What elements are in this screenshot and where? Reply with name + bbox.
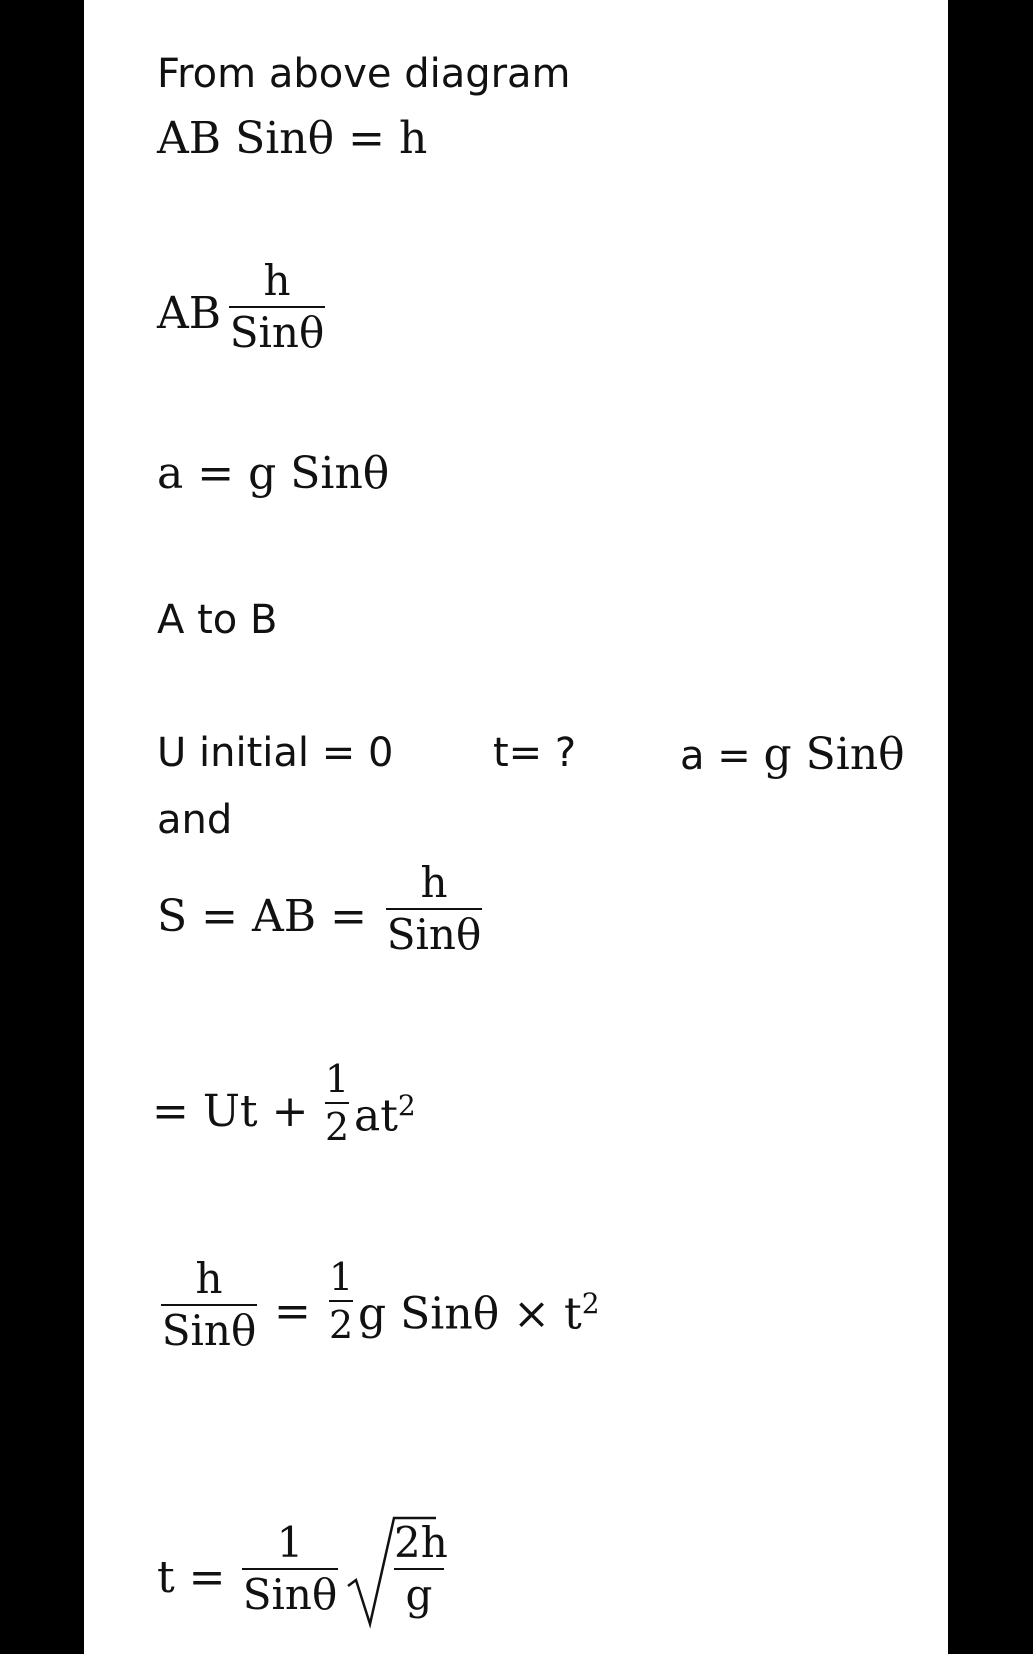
fraction-numerator: 2h [394, 1518, 448, 1567]
fraction-bar [329, 1300, 353, 1302]
fraction-one-over-sin [242, 1518, 338, 1619]
given-and: and [157, 797, 233, 843]
given-acceleration-value: g Sinθ [763, 729, 905, 780]
intro-text: From above diagram [157, 51, 571, 97]
equation-equals: = [274, 1286, 311, 1337]
equation-force-exponent: 2 [581, 1287, 600, 1320]
given-time: t= ? [493, 730, 577, 776]
equation-kinematic-exponent: 2 [397, 1089, 416, 1122]
given-initial-velocity: U initial = 0 [157, 730, 394, 776]
fraction-numerator: 1 [276, 1518, 304, 1567]
given-acceleration [680, 729, 905, 780]
fraction-one-half [325, 1057, 350, 1149]
equation-time-lhs: t = [157, 1552, 226, 1603]
fraction-denominator: g [405, 1570, 433, 1619]
document-page [84, 0, 948, 1654]
fraction-numerator: h [263, 256, 291, 305]
fraction-numerator: h [420, 858, 448, 907]
fraction-2h-over-g [394, 1518, 448, 1619]
fraction-denominator: Sinθ [242, 1570, 338, 1619]
equation-s-ab: S = AB = [157, 891, 367, 942]
equation-kinematic-lhs: = Ut + [152, 1086, 309, 1137]
fraction-h-over-sin [229, 256, 325, 357]
fraction-denominator: Sinθ [161, 1306, 257, 1355]
fraction-lhs-h-over-sin [161, 1254, 257, 1355]
equation-kinematic-term: at [354, 1090, 398, 1142]
fraction-denominator: 2 [325, 1105, 350, 1149]
equation-kinematic-rhs [354, 1089, 416, 1142]
section-heading: A to B [157, 597, 278, 643]
fraction-denominator: 2 [329, 1303, 354, 1347]
fraction-numerator: 1 [325, 1057, 350, 1101]
given-acceleration-label: a = [680, 733, 764, 779]
fraction-one-half-second [329, 1255, 354, 1347]
equation-acceleration: a = g Sinθ [157, 448, 390, 499]
fraction-numerator: 1 [329, 1255, 354, 1299]
fraction-s-h-over-sin [386, 858, 482, 959]
fraction-bar [325, 1102, 349, 1104]
equation-force-rhs [358, 1287, 600, 1340]
equation-ab-sin: AB Sinθ = h [157, 113, 428, 164]
fraction-denominator: Sinθ [229, 308, 325, 357]
fraction-denominator: Sinθ [386, 910, 482, 959]
equation-ab-label: AB [157, 288, 222, 339]
fraction-numerator: h [195, 1254, 223, 1303]
equation-force-term: g Sinθ × t [358, 1288, 582, 1340]
